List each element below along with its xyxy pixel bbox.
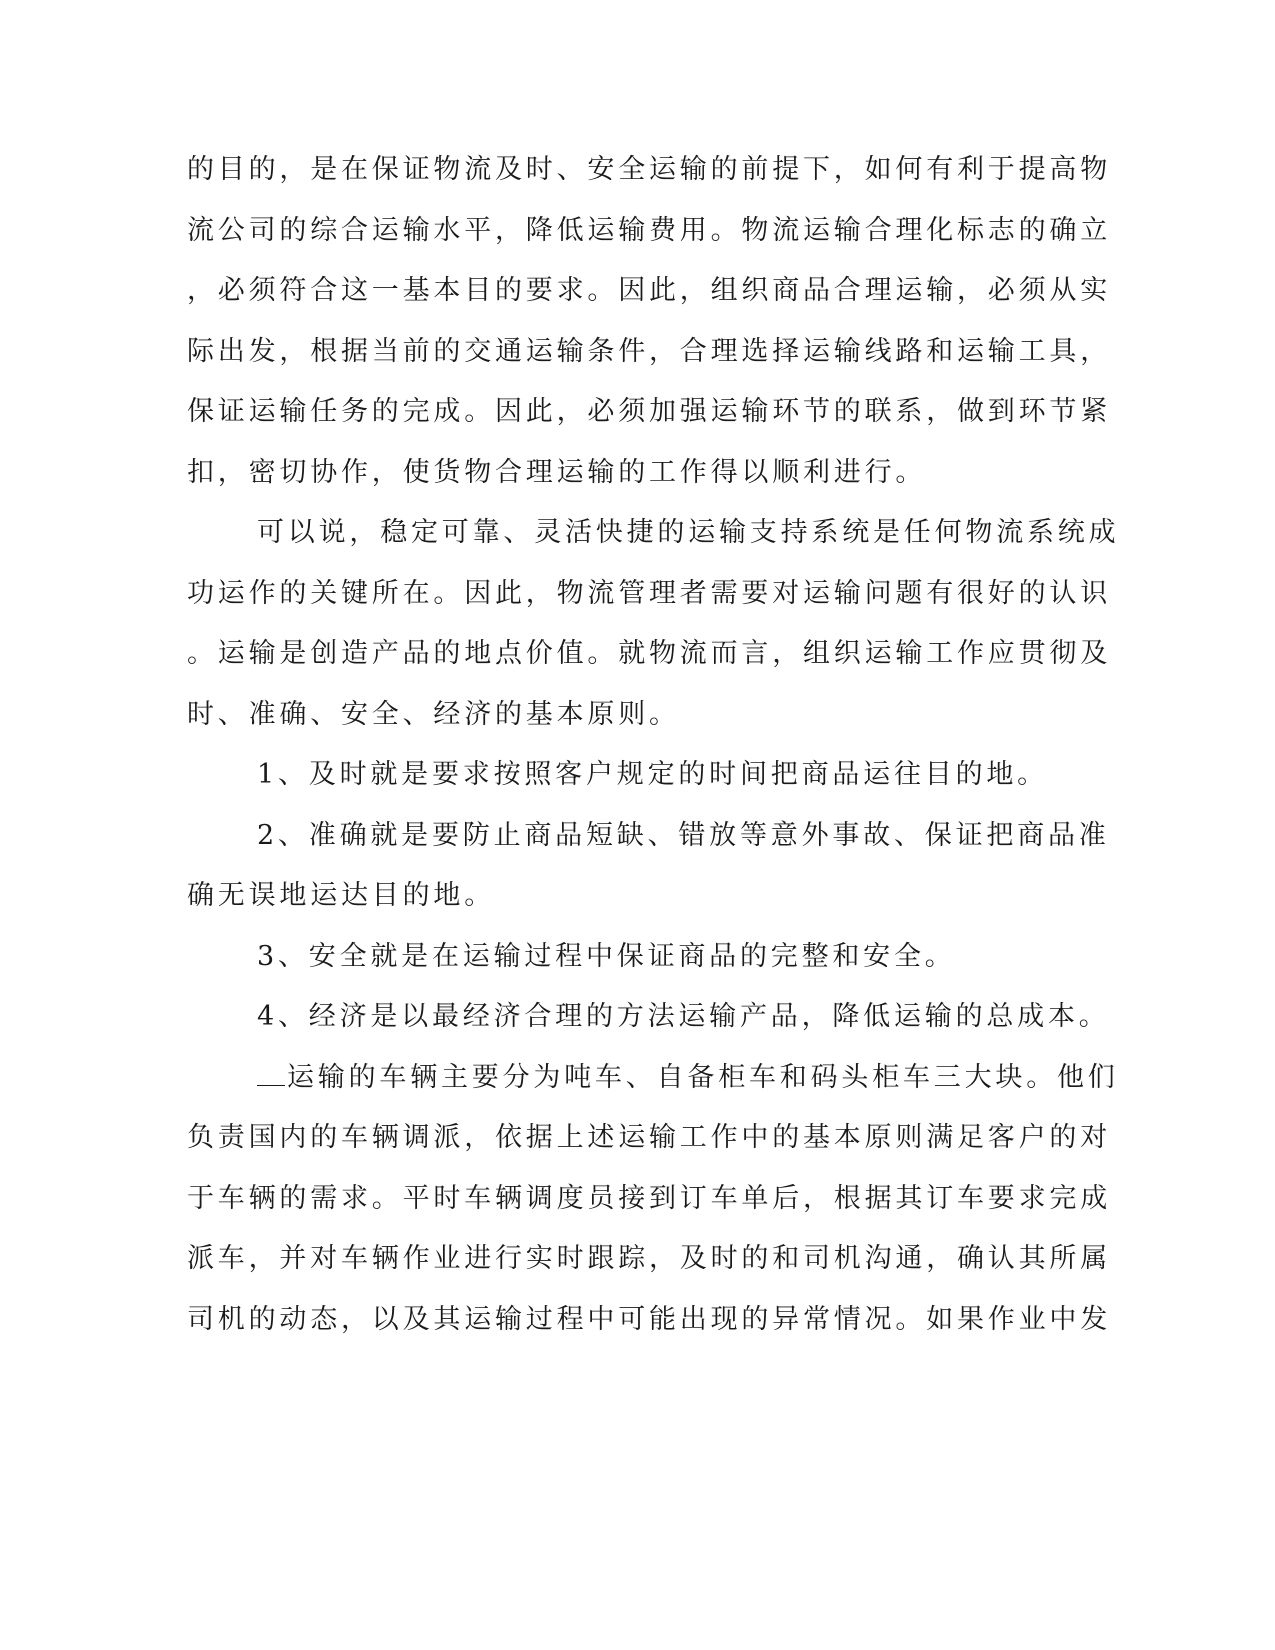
text-line: 功运作的关键所在。因此，物流管理者需要对运输问题有很好的认识 [187, 577, 1111, 609]
text-line: 。运输是创造产品的地点价值。就物流而言，组织运输工作应贯彻及 [187, 638, 1111, 669]
text-line: 负责国内的车辆调派，依据上述运输工作中的基本原则满足客户的对 [187, 1122, 1111, 1153]
text-line: 的目的，是在保证物流及时、安全运输的前提下，如何有利于提高物 [187, 154, 1111, 185]
text-line: 确无误地运达目的地。 [187, 880, 495, 911]
list-item: 1、及时就是要求按照客户规定的时间把商品运往目的地。 [257, 759, 1048, 790]
text-line-with-blank [187, 1061, 1119, 1093]
text-line: 际出发，根据当前的交通运输条件，合理选择运输线路和运输工具， [187, 335, 1111, 367]
text-line: 保证运输任务的完成。因此，必须加强运输环节的联系，做到环节紧 [187, 396, 1111, 427]
text-line-content: 运输的车辆主要分为吨车、自备柜车和码头柜车三大块。他们 [287, 1061, 1119, 1093]
text-line: 时、准确、安全、经济的基本原则。 [187, 698, 680, 730]
text-line: 流公司的综合运输水平，降低运输费用。物流运输合理化标志的确立 [187, 214, 1111, 246]
fill-blank [257, 1063, 285, 1086]
list-item: 4、经济是以最经济合理的方法运输产品，降低运输的总成本。 [257, 1001, 1110, 1032]
text-line: 于车辆的需求。平时车辆调度员接到订车单后，根据其订车要求完成 [187, 1182, 1111, 1214]
list-item: 3、安全就是在运输过程中保证商品的完整和安全。 [257, 940, 956, 972]
text-line: 可以说，稳定可靠、灵活快捷的运输支持系统是任何物流系统成 [257, 517, 1120, 548]
text-line: 司机的动态，以及其运输过程中可能出现的异常情况。如果作业中发 [187, 1303, 1111, 1335]
text-line: 派车，并对车辆作业进行实时跟踪，及时的和司机沟通，确认其所属 [187, 1243, 1111, 1274]
body-text [187, 154, 1120, 1365]
list-item: 2、准确就是要防止商品短缺、错放等意外事故、保证把商品准 [257, 819, 1110, 851]
text-line: 扣，密切协作，使货物合理运输的工作得以顺利进行。 [187, 456, 927, 488]
text-line: ，必须符合这一基本目的要求。因此，组织商品合理运输，必须从实 [187, 275, 1111, 306]
